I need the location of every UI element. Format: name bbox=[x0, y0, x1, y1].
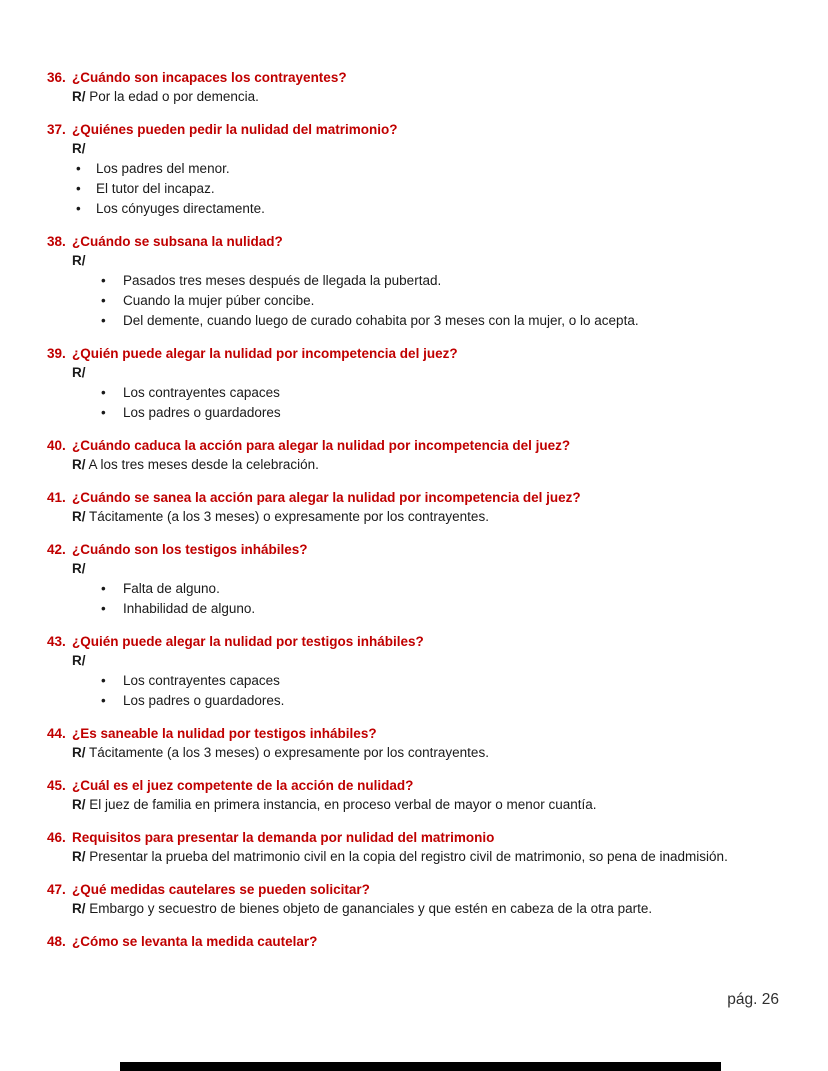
bullet-list bbox=[72, 579, 780, 618]
bullet-item: • Falta de alguno. bbox=[101, 579, 780, 598]
question-number: 36. bbox=[47, 70, 66, 85]
question-number: 42. bbox=[47, 542, 66, 557]
question-text: ¿Quién puede alegar la nulidad por incompetencia del juez? bbox=[72, 346, 458, 361]
question-text: ¿Cuándo son incapaces los contrayentes? bbox=[72, 70, 347, 85]
questions-list bbox=[47, 68, 780, 951]
bullet-item: • Cuando la mujer púber concibe. bbox=[101, 291, 780, 310]
question-line bbox=[47, 828, 780, 847]
question-block bbox=[47, 880, 780, 918]
question-text: ¿Cuál es el juez competente de la acción de nulidad? bbox=[72, 778, 414, 793]
question-text: ¿Quién puede alegar la nulidad por testigos inhábiles? bbox=[72, 634, 424, 649]
question-number: 43. bbox=[47, 634, 66, 649]
question-line bbox=[47, 724, 780, 743]
question-block bbox=[47, 232, 780, 330]
bullet-item: • Inhabilidad de alguno. bbox=[101, 599, 780, 618]
bullet-list bbox=[72, 159, 780, 218]
bullet-list bbox=[72, 671, 780, 710]
question-line bbox=[47, 68, 780, 87]
answer-prefix: R/ bbox=[72, 89, 86, 104]
question-number: 47. bbox=[47, 882, 66, 897]
answer-prefix: R/ bbox=[72, 653, 86, 668]
question-text: ¿Cómo se levanta la medida cautelar? bbox=[72, 934, 318, 949]
answer-text: Embargo y secuestro de bienes objeto de gananciales y que estén en cabeza de la otra parte. bbox=[85, 901, 653, 916]
question-line bbox=[47, 540, 780, 559]
answer bbox=[72, 455, 780, 474]
question-line bbox=[47, 932, 780, 951]
answer-prefix: R/ bbox=[72, 745, 86, 760]
answer-prefix: R/ bbox=[72, 561, 86, 576]
question-block bbox=[47, 632, 780, 710]
bullet-item: • Los cónyuges directamente. bbox=[76, 199, 780, 218]
question-number: 45. bbox=[47, 778, 66, 793]
answer-prefix: R/ bbox=[72, 509, 86, 524]
question-block bbox=[47, 776, 780, 814]
question-text: ¿Cuándo se sanea la acción para alegar la nulidad por incompetencia del juez? bbox=[72, 490, 581, 505]
answer-text: Tácitamente (a los 3 meses) o expresamente por los contrayentes. bbox=[85, 745, 489, 760]
answer bbox=[72, 363, 780, 422]
question-number: 39. bbox=[47, 346, 66, 361]
question-text: ¿Cuándo son los testigos inhábiles? bbox=[72, 542, 308, 557]
question-number: 46. bbox=[47, 830, 66, 845]
bullet-item: • Del demente, cuando luego de curado cohabita por 3 meses con la mujer, o lo acepta. bbox=[101, 311, 780, 330]
answer bbox=[72, 251, 780, 330]
bullet-item: • Los contrayentes capaces bbox=[101, 671, 780, 690]
question-text: ¿Qué medidas cautelares se pueden solicitar? bbox=[72, 882, 370, 897]
question-line bbox=[47, 120, 780, 139]
question-block bbox=[47, 828, 780, 866]
answer-text: A los tres meses desde la celebración. bbox=[85, 457, 319, 472]
question-block bbox=[47, 436, 780, 474]
question-block bbox=[47, 488, 780, 526]
question-line bbox=[47, 344, 780, 363]
bullet-item: • Los padres del menor. bbox=[76, 159, 780, 178]
answer bbox=[72, 743, 780, 762]
answer bbox=[72, 847, 780, 866]
question-line bbox=[47, 776, 780, 795]
answer bbox=[72, 899, 780, 918]
question-block bbox=[47, 344, 780, 422]
answer-prefix: R/ bbox=[72, 253, 86, 268]
question-text: ¿Quiénes pueden pedir la nulidad del matrimonio? bbox=[72, 122, 398, 137]
question-line bbox=[47, 632, 780, 651]
question-block bbox=[47, 68, 780, 106]
question-line bbox=[47, 436, 780, 455]
bullet-list bbox=[72, 383, 780, 422]
answer bbox=[72, 559, 780, 618]
question-number: 37. bbox=[47, 122, 66, 137]
question-line bbox=[47, 488, 780, 507]
question-line bbox=[47, 880, 780, 899]
question-number: 38. bbox=[47, 234, 66, 249]
bullet-item: • Pasados tres meses después de llegada la pubertad. bbox=[101, 271, 780, 290]
question-line bbox=[47, 232, 780, 251]
question-text: Requisitos para presentar la demanda por nulidad del matrimonio bbox=[72, 830, 495, 845]
answer-prefix: R/ bbox=[72, 797, 86, 812]
question-number: 40. bbox=[47, 438, 66, 453]
bullet-list bbox=[72, 271, 780, 330]
question-number: 48. bbox=[47, 934, 66, 949]
answer-text: El juez de familia en primera instancia, en proceso verbal de mayor o menor cuantía. bbox=[85, 797, 597, 812]
answer bbox=[72, 507, 780, 526]
question-text: ¿Cuándo se subsana la nulidad? bbox=[72, 234, 283, 249]
answer-prefix: R/ bbox=[72, 365, 86, 380]
bullet-item: • El tutor del incapaz. bbox=[76, 179, 780, 198]
answer-text: Presentar la prueba del matrimonio civil en la copia del registro civil de matrimonio, so pena de inadmisión. bbox=[85, 849, 728, 864]
answer bbox=[72, 795, 780, 814]
answer-prefix: R/ bbox=[72, 141, 86, 156]
bullet-item: • Los padres o guardadores. bbox=[101, 691, 780, 710]
question-block bbox=[47, 932, 780, 951]
page-number: pág. 26 bbox=[727, 991, 779, 1008]
answer-prefix: R/ bbox=[72, 901, 86, 916]
answer-prefix: R/ bbox=[72, 849, 86, 864]
answer-text: Por la edad o por demencia. bbox=[85, 89, 259, 104]
bullet-item: • Los contrayentes capaces bbox=[101, 383, 780, 402]
answer-prefix: R/ bbox=[72, 457, 86, 472]
question-text: ¿Cuándo caduca la acción para alegar la nulidad por incompetencia del juez? bbox=[72, 438, 571, 453]
question-number: 41. bbox=[47, 490, 66, 505]
question-block bbox=[47, 120, 780, 218]
question-block bbox=[47, 540, 780, 618]
answer bbox=[72, 87, 780, 106]
next-page-edge bbox=[120, 1062, 721, 1071]
bullet-item: • Los padres o guardadores bbox=[101, 403, 780, 422]
question-text: ¿Es saneable la nulidad por testigos inhábiles? bbox=[72, 726, 377, 741]
question-number: 44. bbox=[47, 726, 66, 741]
answer-text: Tácitamente (a los 3 meses) o expresamente por los contrayentes. bbox=[85, 509, 489, 524]
answer bbox=[72, 139, 780, 218]
question-block bbox=[47, 724, 780, 762]
answer bbox=[72, 651, 780, 710]
